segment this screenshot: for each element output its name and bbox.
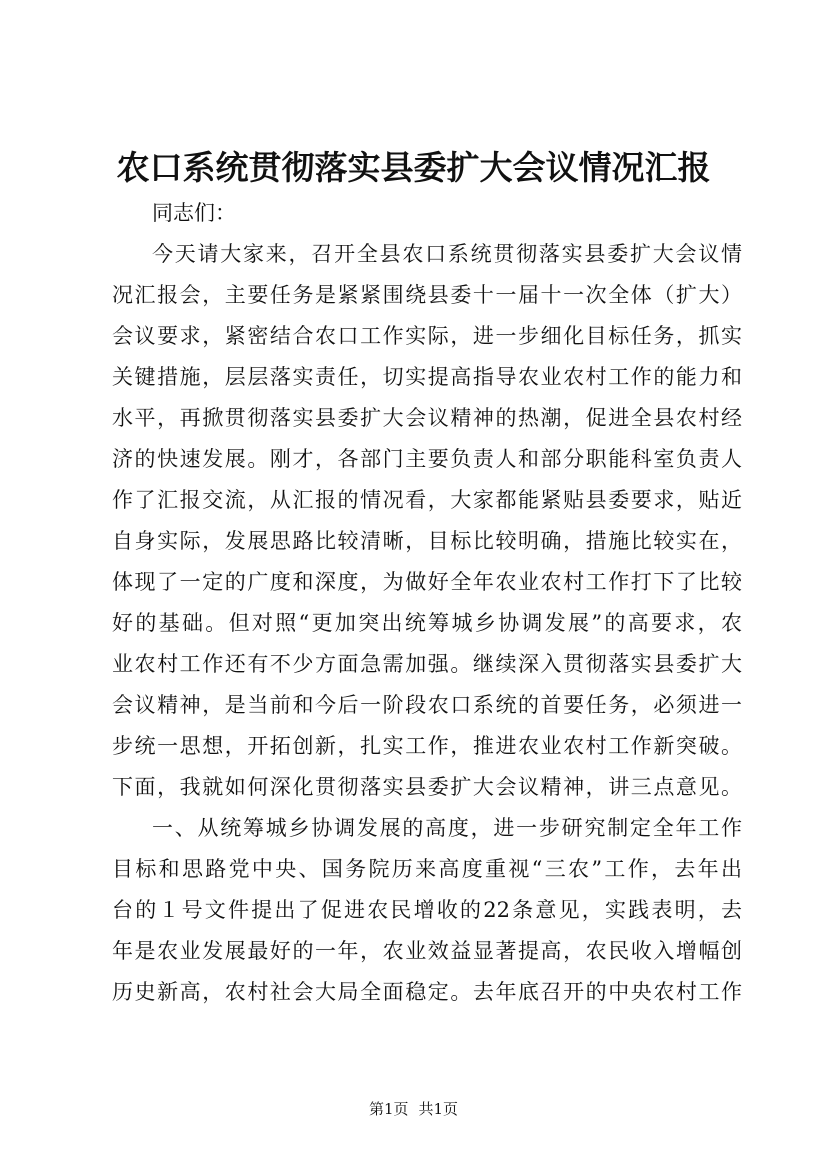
body-line: 今天请大家来，召开全县农口系统贯彻落实县委扩大会议情 [152, 242, 742, 266]
body-line: 会议精神，是当前和今后一阶段农口系统的首要任务，必须进一 [112, 693, 742, 717]
body-line: 台的１号文件提出了促进农民增收的22条意见，实践表明，去 [112, 898, 742, 922]
body-line: 目标和思路党中央、国务院历来高度重视“三农”工作，去年出 [112, 857, 742, 881]
body-line: 历史新高，农村社会大局全面稳定。去年底召开的中央农村工作 [112, 980, 742, 1004]
page-footer [0, 1098, 827, 1120]
page-number: 第1页 [368, 1100, 409, 1118]
body-line: 下面，我就如何深化贯彻落实县委扩大会议精神，讲三点意见。 [112, 775, 742, 799]
body-line: 作了汇报交流，从汇报的情况看，大家都能紧贴县委要求，贴近 [112, 488, 742, 512]
page-total: 共1页 [418, 1100, 459, 1118]
document-body [112, 193, 742, 1013]
document-title: 农口系统贯彻落实县委扩大会议情况汇报 [116, 148, 711, 187]
body-line: 自身实际，发展思路比较清晰，目标比较明确，措施比较实在， [112, 529, 742, 553]
body-line: 水平，再掀贯彻落实县委扩大会议精神的热潮，促进全县农村经 [112, 406, 742, 430]
body-line: 体现了一定的广度和深度，为做好全年农业农村工作打下了比较 [112, 570, 742, 594]
body-line: 步统一思想，开拓创新，扎实工作，推进农业农村工作新突破。 [112, 734, 742, 758]
body-line: 会议要求，紧密结合农口工作实际，进一步细化目标任务，抓实 [112, 324, 742, 348]
body-line: 年是农业发展最好的一年，农业效益显著提高，农民收入增幅创 [112, 939, 742, 963]
body-line: 业农村工作还有不少方面急需加强。继续深入贯彻落实县委扩大 [112, 652, 742, 676]
salutation: 同志们： [152, 201, 236, 225]
body-line: 一、从统筹城乡协调发展的高度，进一步研究制定全年工作 [152, 816, 742, 840]
body-line: 好的基础。但对照“更加突出统筹城乡协调发展”的高要求，农 [112, 611, 742, 635]
body-line: 况汇报会，主要任务是紧紧围绕县委十一届十一次全体（扩大） [112, 283, 742, 307]
body-line: 济的快速发展。刚才，各部门主要负责人和部分职能科室负责人 [112, 447, 742, 471]
body-line: 关键措施，层层落实责任，切实提高指导农业农村工作的能力和 [112, 365, 742, 389]
